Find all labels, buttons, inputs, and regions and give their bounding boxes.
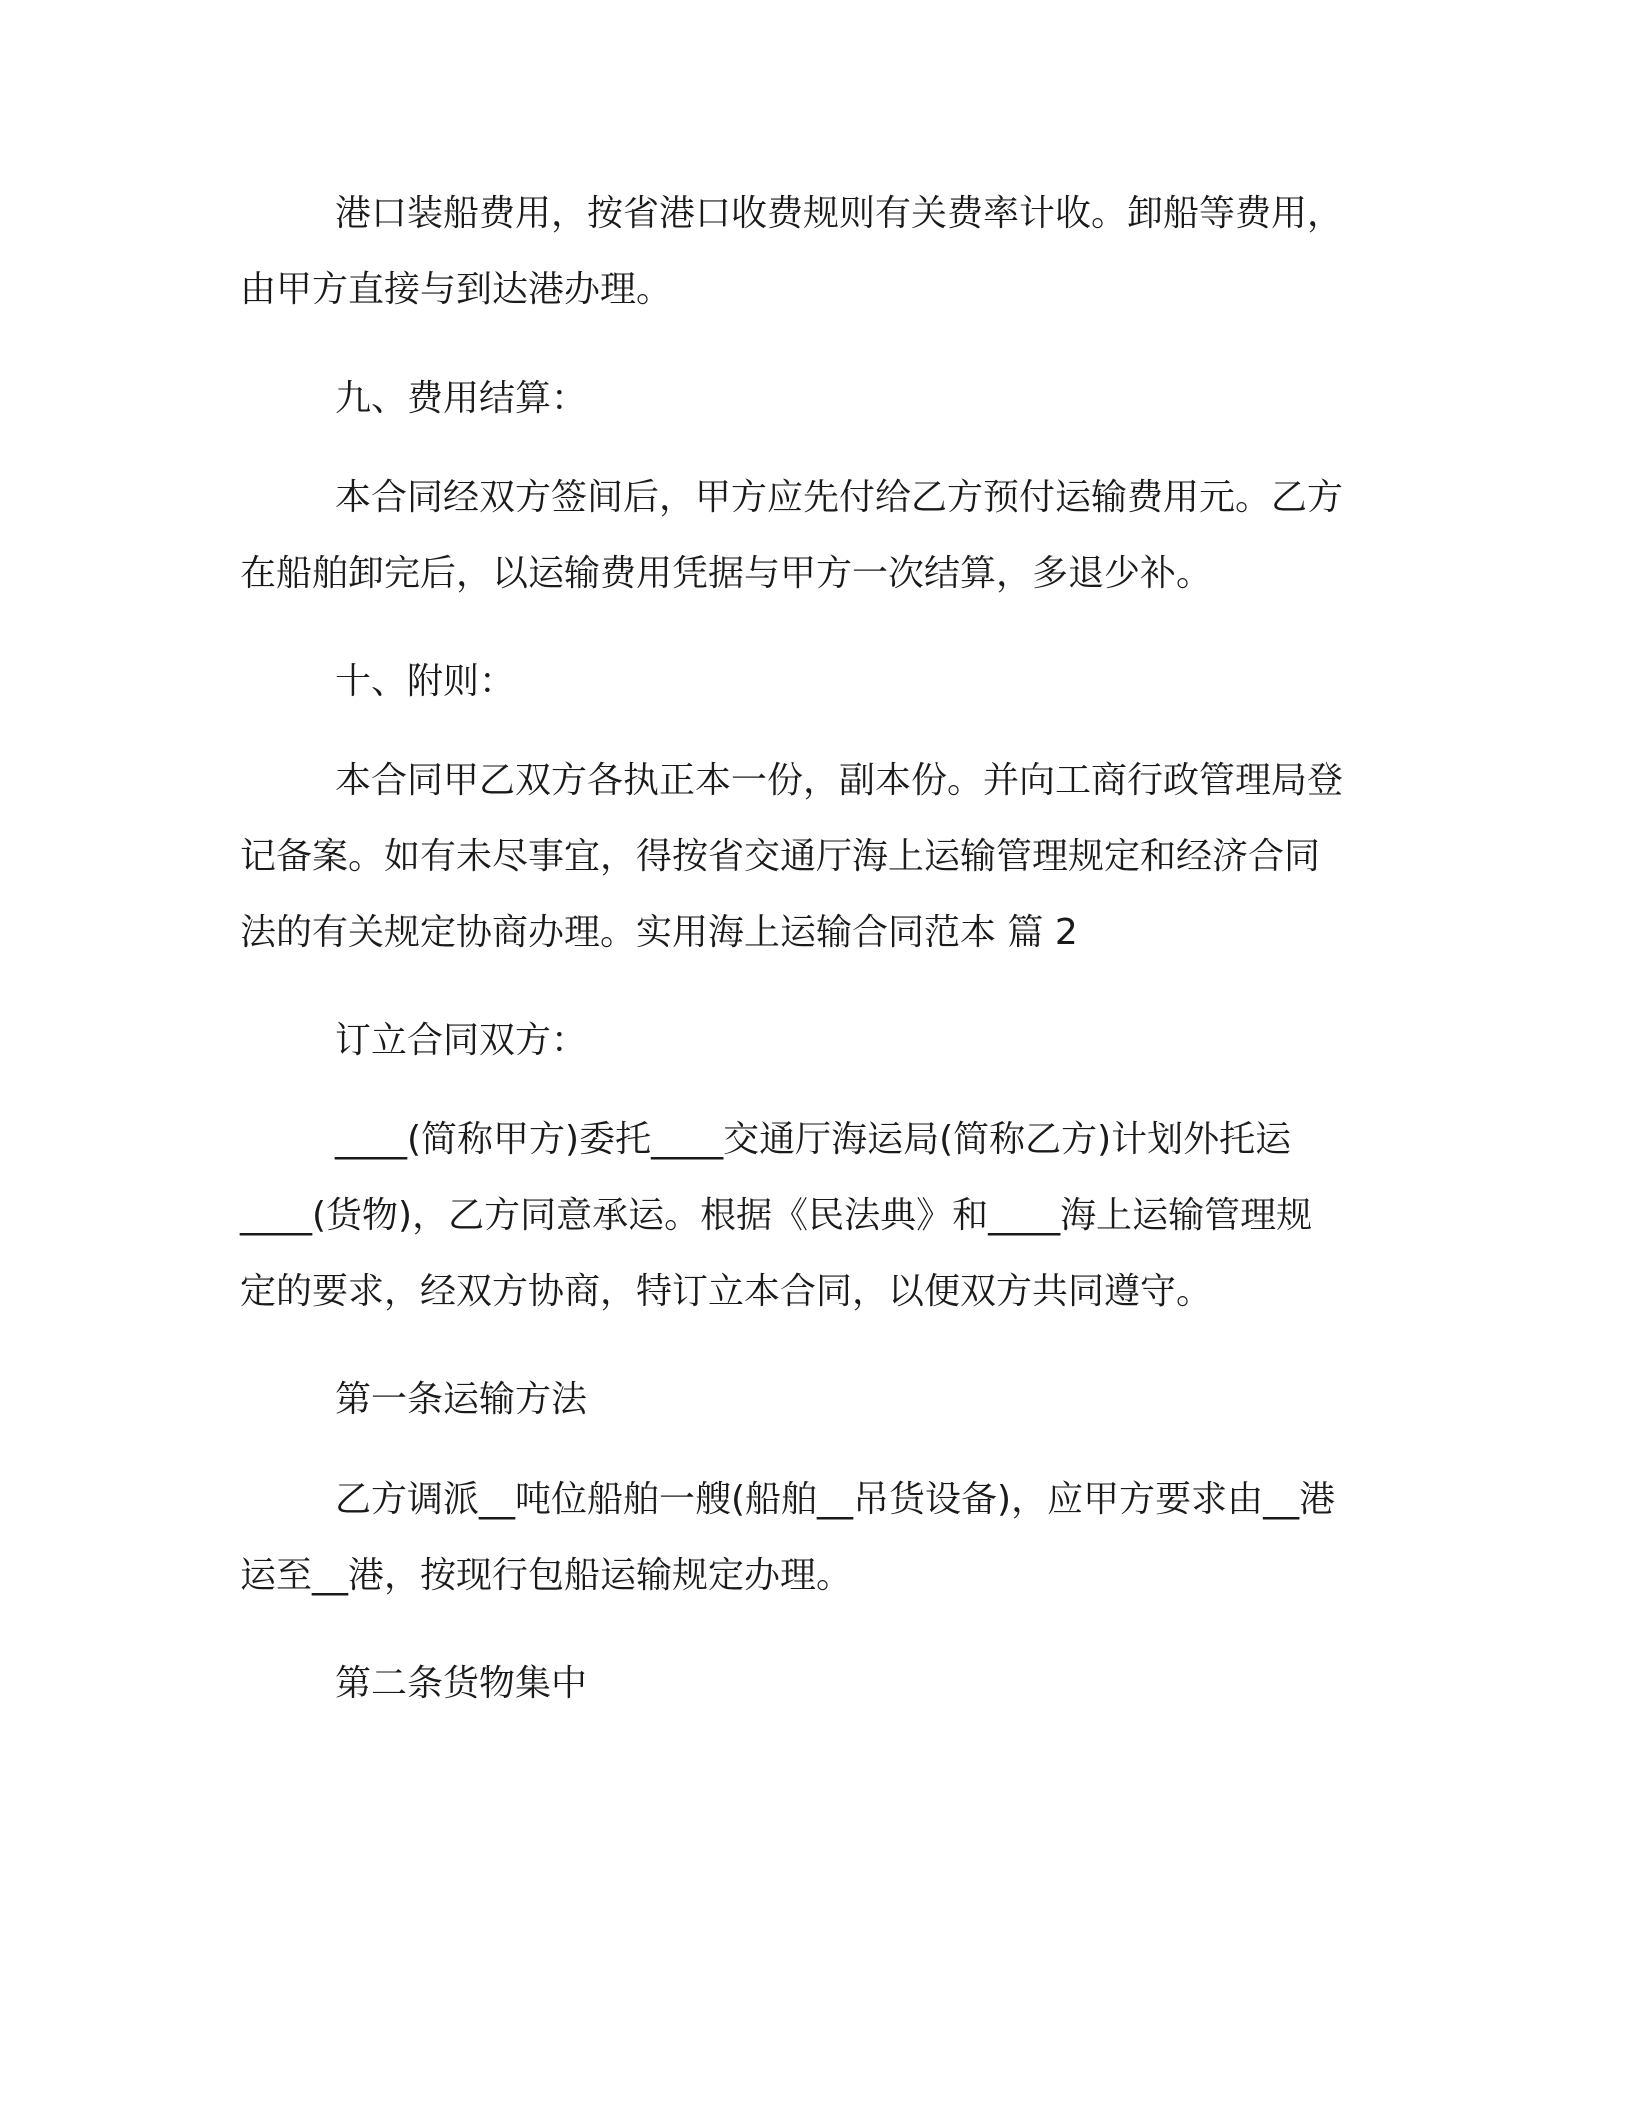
heading-article-1 [240,1362,1390,1438]
text-line: ____(货物)，乙方同意承运。根据《民法典》和____海上运输管理规 [240,1195,1313,1236]
text-line: 记备案。如有未尽事宜，得按省交通厅海上运输管理规定和经济合同 [240,836,1321,877]
text-line: 乙方调派__吨位船舶一艘(船舶__吊货设备)，应甲方要求由__港 [335,1479,1336,1520]
paragraph-settlement [240,460,1390,612]
text-line: 第二条货物集中 [335,1663,588,1704]
text-line: 订立合同双方： [335,1020,588,1061]
heading-contracting-parties [240,1003,1390,1079]
paragraph-supplementary [240,743,1390,971]
text-line: 本合同甲乙双方各执正本一份，副本份。并向工商行政管理局登 [335,760,1344,801]
text-line: 运至__港，按现行包船运输规定办理。 [240,1555,853,1596]
paragraph-loading-fees [240,176,1390,328]
heading-supplementary [240,644,1390,720]
paragraph-article-1 [240,1462,1390,1614]
text-line: 十、附则： [335,661,516,702]
text-line: 定的要求，经双方协商，特订立本合同，以便双方共同遵守。 [240,1271,1213,1312]
text-line: 由甲方直接与到达港办理。 [240,269,673,310]
text-line: 在船舶卸完后，以运输费用凭据与甲方一次结算，多退少补。 [240,553,1213,594]
text-line: ____(简称甲方)委托____交通厅海运局(简称乙方)计划外托运 [335,1119,1292,1160]
text-line: 法的有关规定协商办理。实用海上运输合同范本 篇 2 [240,912,1078,953]
heading-article-2 [240,1646,1390,1722]
text-line: 九、费用结算： [335,378,588,419]
heading-fee-settlement [240,361,1390,437]
text-line: 第一条运输方法 [335,1379,588,1420]
paragraph-parties [240,1102,1390,1330]
text-line: 港口装船费用，按省港口收费规则有关费率计收。卸船等费用， [335,193,1344,234]
text-line: 本合同经双方签间后，甲方应先付给乙方预付运输费用元。乙方 [335,477,1344,518]
